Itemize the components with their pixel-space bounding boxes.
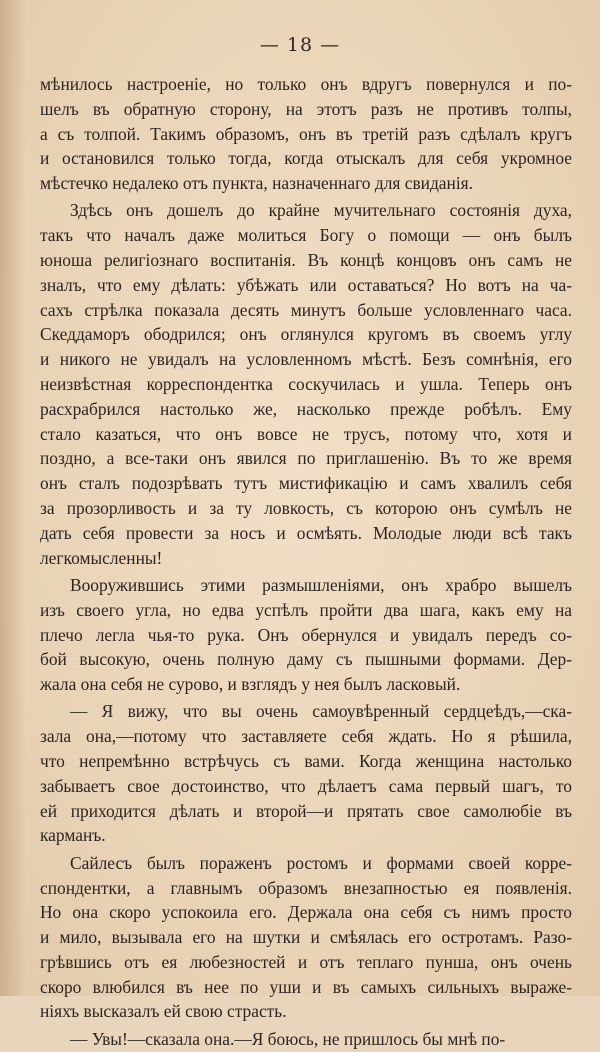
- text-line: Но она скоро успокоила его. Держала она себя съ нимъ просто: [40, 902, 572, 923]
- text-line: онъ сталъ подозрѣвать тутъ мистификацію и самъ хвалилъ себя: [40, 473, 572, 494]
- text-line: Здѣсь онъ дошелъ до крайне мучительнаго состоянія духа,: [70, 200, 572, 221]
- paragraph: [40, 851, 572, 1025]
- text-line: что непремѣнно встрѣчусь съ вами. Когда женщина настолько: [40, 751, 572, 772]
- text-line: зналъ, что ему дѣлать: убѣжать или оставаться? Но вотъ на ча-: [40, 274, 572, 295]
- text-line: и никого не увидалъ на условленномъ мѣстѣ. Безъ сомнѣнія, его: [40, 349, 572, 370]
- text-line: мѣнилось настроеніе, но только онъ вдругъ повернулся и по-: [40, 74, 572, 94]
- text-line: дать себя провести за носъ и осмѣять. Молодые люди всѣ такъ: [40, 522, 572, 543]
- text-line: расхрабрился настолько же, насколько прежде робѣлъ. Ему: [40, 398, 572, 419]
- text-line: такъ что началъ даже молиться Богу о помощи — онъ былъ: [40, 225, 572, 246]
- paragraph: [40, 699, 572, 848]
- text-line: Вооружившись этими размышленіями, онъ храбро вышелъ: [70, 574, 572, 595]
- text-line: спондентки, а главнымъ образомъ внезапностью ея появленія.: [40, 877, 572, 898]
- text-line: — Увы!—сказала она.—Я боюсь, не пришлось бы мнѣ по-: [70, 1028, 506, 1049]
- paragraph: [40, 1027, 572, 1052]
- text-line: и остановился только тогда, когда отыскалъ для себя укромное: [40, 148, 572, 169]
- text-line: сахъ стрѣлка показала десять минутъ больше условленнаго часа.: [40, 299, 572, 320]
- text-line: а съ толпой. Такимъ образомъ, онъ въ третій разъ сдѣлалъ кругъ: [40, 123, 572, 144]
- text-line: ей приходится дѣлать и второй—и прятать свое самолюбіе въ: [40, 800, 572, 821]
- text-line: неизвѣстная корреспондентка соскучилась и ушла. Теперь онъ: [40, 374, 572, 395]
- text-line: изъ своего угла, но едва успѣлъ пройти два шага, какъ ему на: [40, 599, 572, 620]
- text-line: зала она,—потому что заставляете себя ждать. Но я рѣшила,: [40, 726, 572, 747]
- paragraph: [40, 198, 572, 570]
- text-line: легкомысленны!: [40, 547, 163, 568]
- text-line: карманъ.: [40, 825, 106, 846]
- text-line: Скеддаморъ ободрился; онъ оглянулся кругомъ въ своемъ углу: [40, 324, 572, 345]
- text-line: юноша религіознаго воспитанія. Въ концѣ концовъ онъ самъ не: [40, 250, 572, 271]
- text-line: скоро влюбился въ нее по уши и въ самыхъ сильныхъ выраже-: [40, 976, 572, 997]
- text-line: забываетъ свое достоинство, что дѣлаетъ сама первый шагъ, то: [40, 775, 572, 796]
- text-line: стало казаться, что онъ вовсе не трусъ, потому что, хотя и: [40, 423, 572, 444]
- text-line: мѣстечко недалеко отъ пункта, назначеннаго для свиданія.: [40, 173, 474, 194]
- text-line: и мило, вызывала его на шутки и смѣялась его остротамъ. Разо-: [40, 927, 572, 948]
- text-line: — Я вижу, что вы очень самоувѣренный сердцеѣдъ,—ска-: [70, 701, 572, 722]
- page-spine-shadow: [0, 0, 26, 996]
- body-text: [40, 72, 572, 1052]
- text-line: плечо легла чья-то рука. Онъ обернулся и увидалъ передъ со-: [40, 624, 572, 645]
- paragraph: [40, 72, 572, 196]
- text-line: ніяхъ высказалъ ей свою страсть.: [40, 1001, 287, 1022]
- text-line: бой высокую, очень полную даму съ пышными формами. Дер-: [40, 649, 572, 670]
- paragraph: [40, 573, 572, 697]
- text-line: шелъ въ обратную сторону, на этотъ разъ не противъ толпы,: [40, 98, 572, 119]
- text-line: поздно, а все-таки онъ явился по приглашенію. Въ то же время: [40, 448, 572, 469]
- text-line: за прозорливость и за ту ловкость, съ которою онъ сумѣлъ не: [40, 498, 572, 519]
- text-line: жала она себя не сурово, и взглядъ у нея былъ ласковый.: [40, 674, 461, 695]
- text-line: грѣвшись отъ ея любезностей и отъ теплаго пунша, онъ очень: [40, 951, 572, 972]
- text-line: Сайлесъ былъ пораженъ ростомъ и формами своей корре-: [70, 852, 572, 873]
- page-number: — 18 —: [259, 34, 341, 56]
